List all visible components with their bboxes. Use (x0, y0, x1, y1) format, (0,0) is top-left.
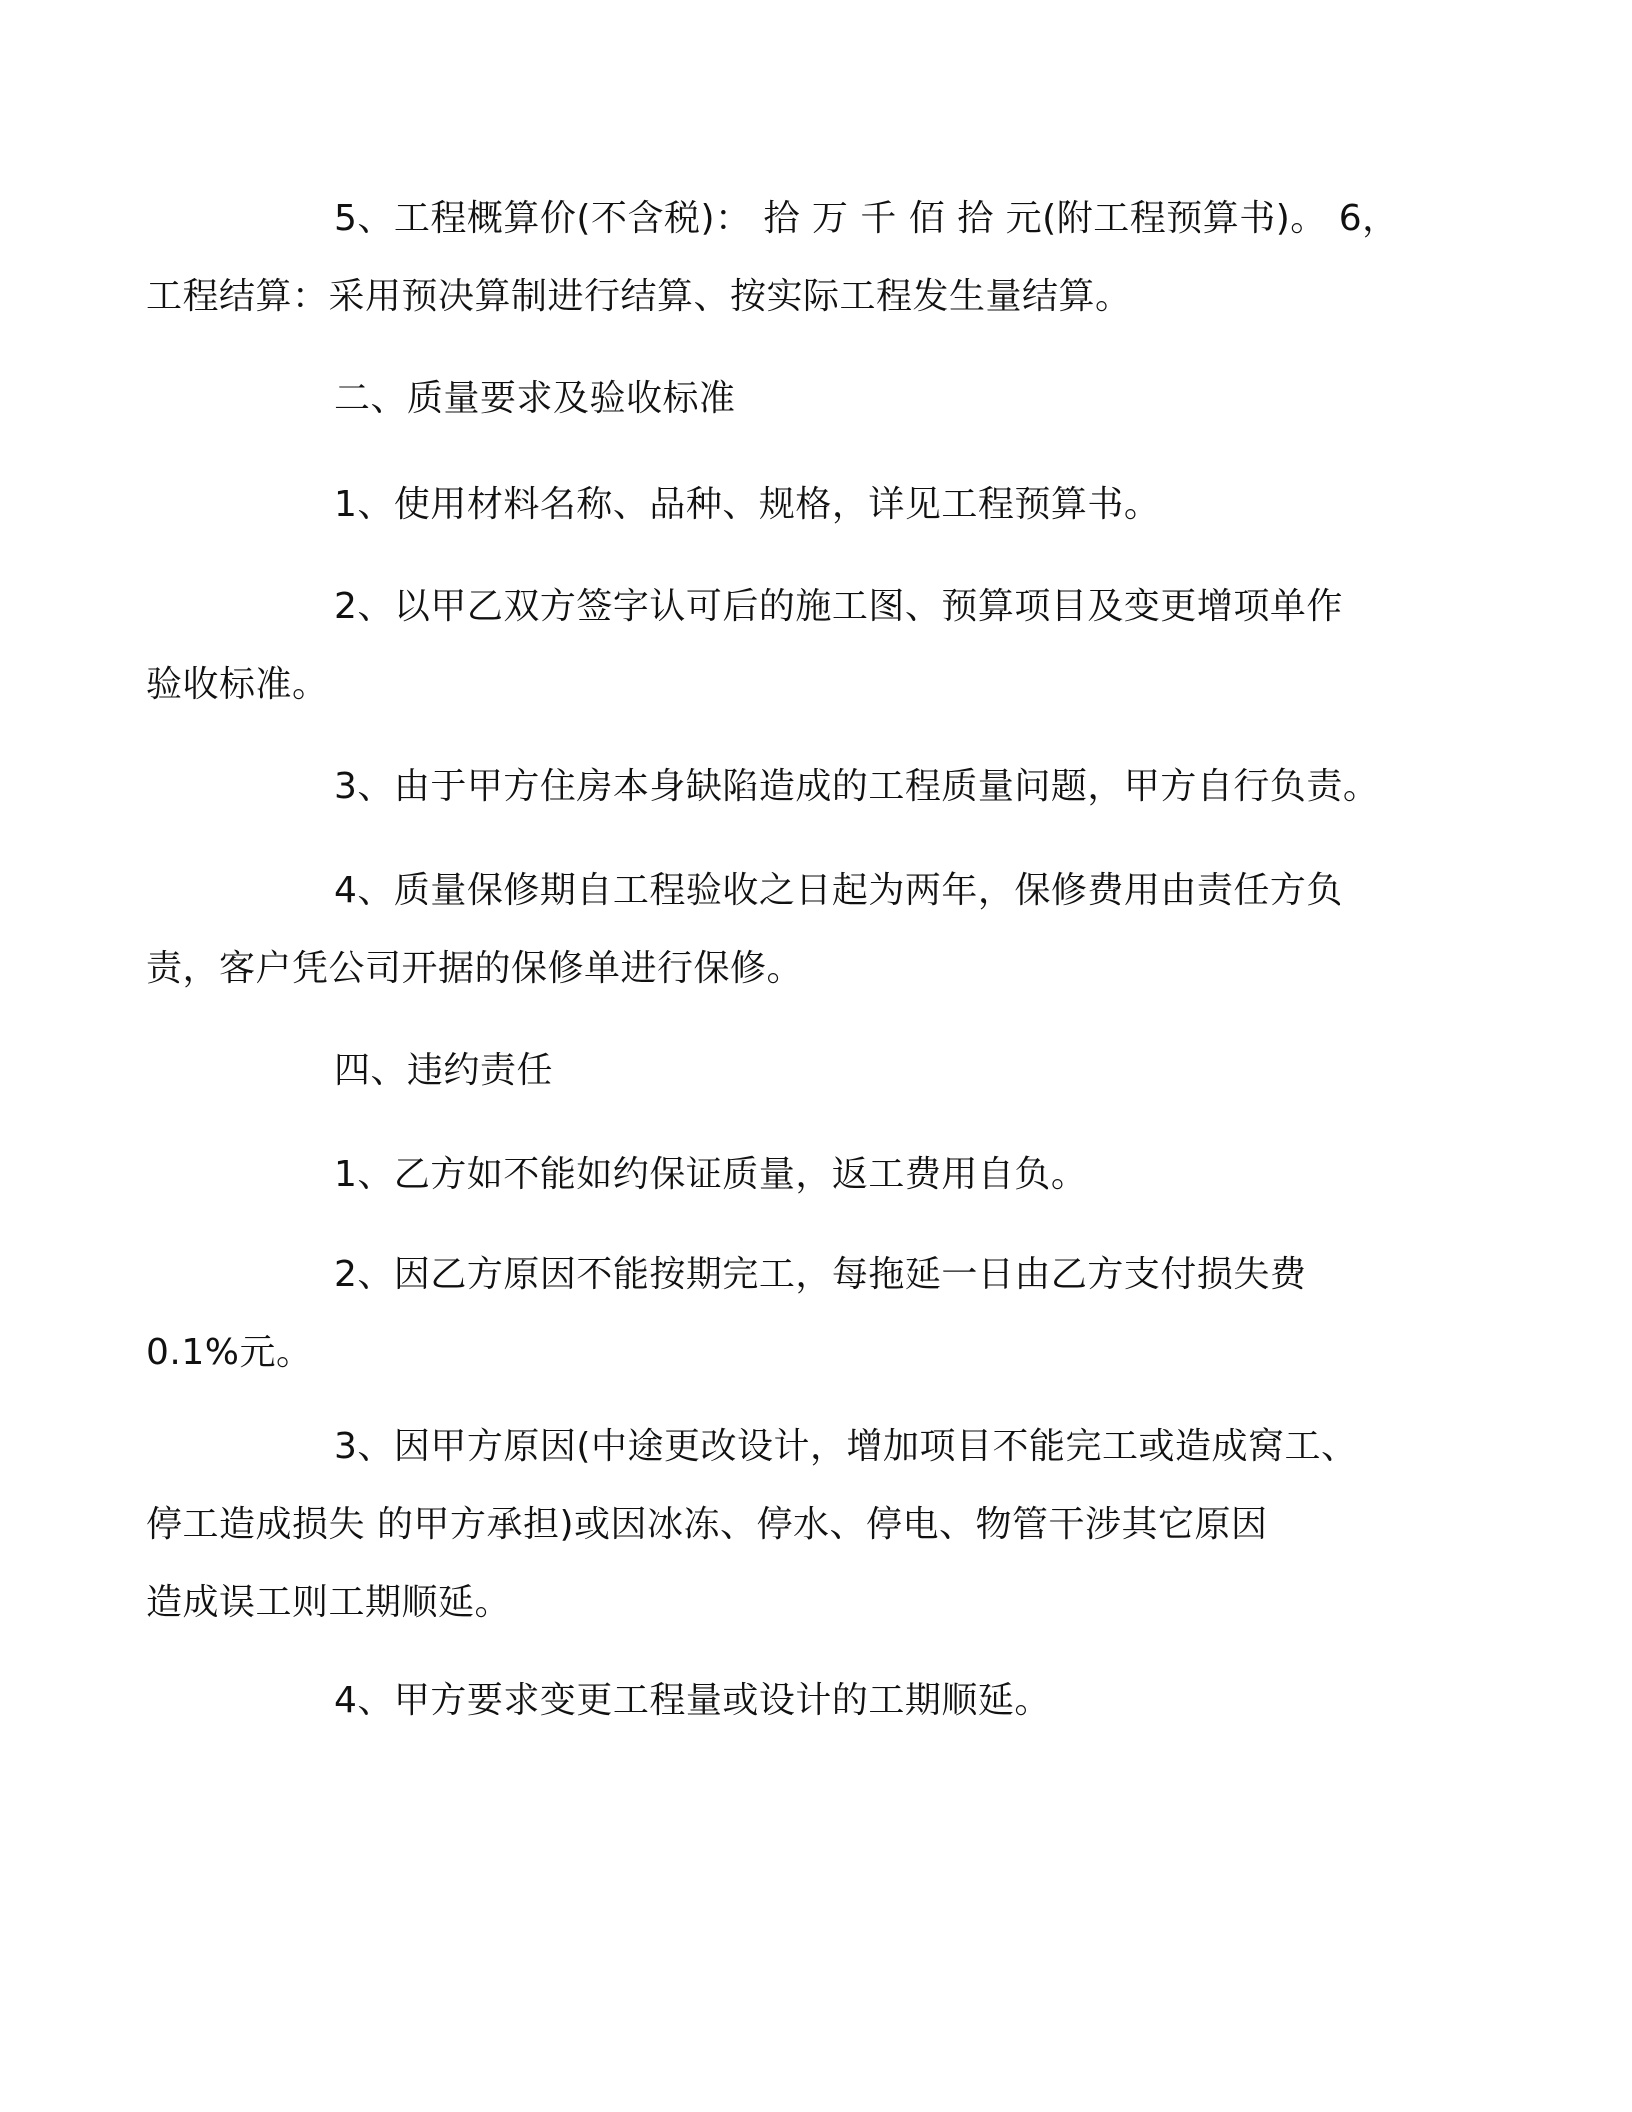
paragraph-change-request (240, 1662, 1420, 1740)
text-line: 停工造成损失 的甲方承担)或因冰冻、停水、停电、物管干涉其它原因 (146, 1504, 1268, 1545)
text-line: 3、因甲方原因(中途更改设计，增加项目不能完工或造成窝工、 (334, 1426, 1358, 1467)
text-line: 4、甲方要求变更工程量或设计的工期顺延。 (334, 1680, 1051, 1721)
paragraph-party-b-quality (240, 1136, 1420, 1214)
section-heading-breach (240, 1032, 1420, 1110)
text-line: 造成误工则工期顺延。 (146, 1582, 512, 1623)
text-line: 0.1%元。 (146, 1332, 313, 1373)
text-line: 1、使用材料名称、品种、规格，详见工程预算书。 (334, 484, 1161, 525)
text-line: 5、工程概算价(不含税)： 拾 万 千 佰 拾 元(附工程预算书)。 6， (334, 198, 1399, 239)
text-line: 工程结算：采用预决算制进行结算、按实际工程发生量结算。 (146, 276, 1132, 317)
text-line: 2、因乙方原因不能按期完工，每拖延一日由乙方支付损失费 (334, 1254, 1307, 1295)
text-line: 四、违约责任 (334, 1050, 554, 1091)
paragraph-acceptance-standard (146, 568, 1420, 724)
paragraph-warranty (146, 852, 1420, 1008)
text-line: 3、由于甲方住房本身缺陷造成的工程质量问题，甲方自行负责。 (334, 766, 1380, 807)
text-line: 2、以甲乙双方签字认可后的施工图、预算项目及变更增项单作 (334, 586, 1343, 627)
text-line: 1、乙方如不能如约保证质量，返工费用自负。 (334, 1154, 1088, 1195)
section-heading-quality (240, 360, 1420, 438)
text-line: 4、质量保修期自工程验收之日起为两年，保修费用由责任方负 (334, 870, 1343, 911)
text-line: 责，客户凭公司开据的保修单进行保修。 (146, 948, 804, 989)
text-line: 验收标准。 (146, 664, 329, 705)
paragraph-housing-defects (240, 748, 1420, 826)
text-line: 二、质量要求及验收标准 (334, 378, 736, 419)
paragraph-party-a-causes (146, 1408, 1420, 1642)
paragraph-materials (240, 466, 1420, 544)
paragraph-delay-penalty (146, 1236, 1420, 1392)
paragraph-estimate-and-settlement (146, 180, 1420, 336)
